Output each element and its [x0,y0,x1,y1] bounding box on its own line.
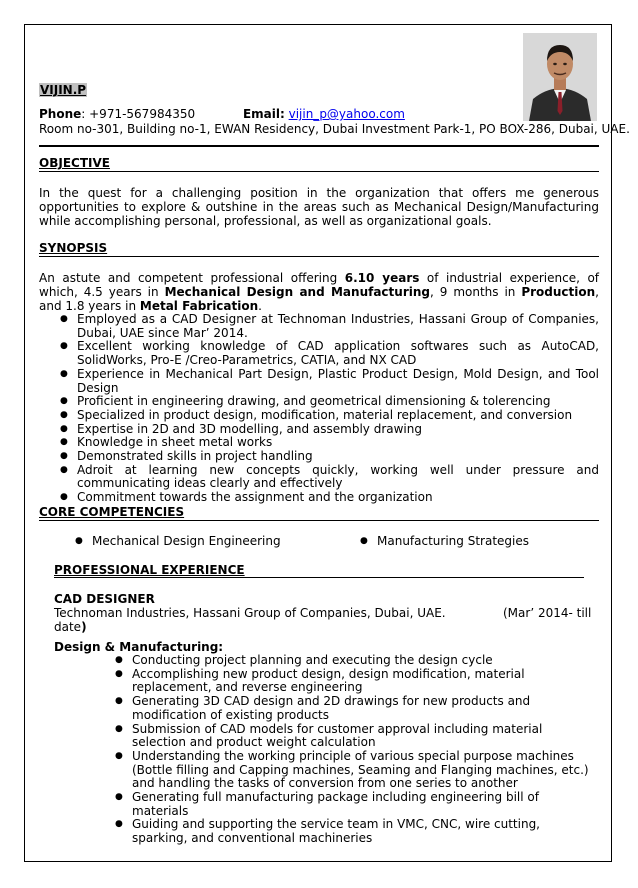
intro-text-2: of industrial experience, of which, 4.5 years in [39,271,600,299]
list-item: ● Guiding and supporting the service team in VMC, CNC, wire cutting, sparking, and conventional machineries [115,817,540,846]
intro-bold-fabrication: Metal Fabrication [139,299,259,313]
period-close: ) [81,620,87,634]
list-item: ● Knowledge in sheet metal works [60,435,273,450]
contact-line [39,107,519,121]
email-label: Email: [242,107,285,121]
intro-text-4: , and 1.8 years in [39,285,599,313]
intro-bold-production: Production [521,285,596,299]
core-heading: CORE COMPETENCIES [39,505,185,519]
portrait-illustration [523,33,597,121]
intro-text-3: , 9 months in [430,285,522,299]
list-item: ● Commitment towards the assignment and the organization [60,490,433,505]
list-item: ● Generating full manufacturing package including engineering bill of materials [115,790,539,818]
core-list-left [75,534,342,549]
synopsis-heading: SYNOPSIS [39,241,108,255]
phone-label: Phone [39,107,82,121]
intro-text-1: An astute and competent professional offering [39,271,345,285]
candidate-name: VIJIN.P [40,83,87,97]
list-item: ● Generating 3D CAD design and 2D drawings for new products and modification of existing products [115,694,531,722]
list-item: ● Understanding the working principle of various special purpose machines (Bottle filling and Capping machines, Seaming and Flanging machines, etc.) and handling the tasks of conversion from one series to another [115,748,589,791]
role-title: CAD DESIGNER [54,592,155,606]
design-manufacturing-heading: Design & Manufacturing: [54,640,224,654]
list-item: ● Employed as a CAD Designer at Technoman Industries, Hassani Group of Companies, Dubai, UAE since Mar’ 2014. [60,312,599,340]
list-item: ● Expertise in 2D and 3D modelling, and assembly drawing [60,421,422,436]
list-item: ● Accomplishing new product design, design modification, material replacement, and reverse engineering [115,666,525,695]
list-item: ● Adroit at learning new concepts quickly, working well under pressure and communicating ideas clearly and effectively [60,462,599,491]
company-name: Technoman Industries, Hassani Group of Companies, Dubai, UAE. [54,606,446,620]
period-date: date [54,620,82,634]
objective-divider [39,171,599,172]
list-item: ● Proficient in engineering drawing, and geometrical dimensioning & tolerencing [60,394,551,409]
synopsis-divider [39,256,599,257]
experience-bullet-list [115,653,592,846]
synopsis-intro [39,271,599,313]
list-item: ● Specialized in product design, modification, material replacement, and conversion [60,407,573,422]
phone-value: : +971-567984350 [81,107,196,121]
employment-period-end [54,620,87,634]
header-divider [39,145,599,147]
list-item: ● Manufacturing Strategies [360,534,529,548]
core-list-right [360,534,577,549]
synopsis-bullet-list [60,312,599,505]
email-link[interactable]: vijin_p@yahoo.com [288,107,405,121]
list-item: ● Demonstrated skills in project handling [60,449,313,464]
core-divider [39,520,599,521]
list-item: ● Mechanical Design Engineering [75,534,281,548]
intro-bold-years: 6.10 years [344,271,420,285]
experience-heading: PROFESSIONAL EXPERIENCE [54,563,245,577]
objective-text: In the quest for a challenging position in the organization that offers me generous opportunities to explore & outshine in the areas such as Mechanical Design/Manufacturing while accomplishing personal, professional, as well as organizational goals. [39,186,599,228]
list-item: ● Experience in Mechanical Part Design, Plastic Product Design, Mold Design, and Tool Design [60,366,599,395]
list-item: ● Conducting project planning and executing the design cycle [115,653,493,667]
address: Room no-301, Building no-1, EWAN Residency, Dubai Investment Park-1, PO BOX-286, Dubai, UAE. [39,122,630,136]
experience-divider [54,577,584,578]
resume-page [24,24,630,862]
intro-text-5: . [258,299,262,313]
intro-bold-design: Mechanical Design and Manufacturing [164,285,430,299]
profile-photo [523,33,597,121]
employment-period: (Mar’ 2014- till [503,606,592,620]
list-item: ● Submission of CAD models for customer approval including material selection and product weight calculation [115,721,543,750]
objective-heading: OBJECTIVE [39,156,110,170]
list-item: ● Excellent working knowledge of CAD application softwares such as AutoCAD, SolidWorks, Pro-E /Creo-Parametrics, CATIA, and NX CAD [60,339,599,368]
